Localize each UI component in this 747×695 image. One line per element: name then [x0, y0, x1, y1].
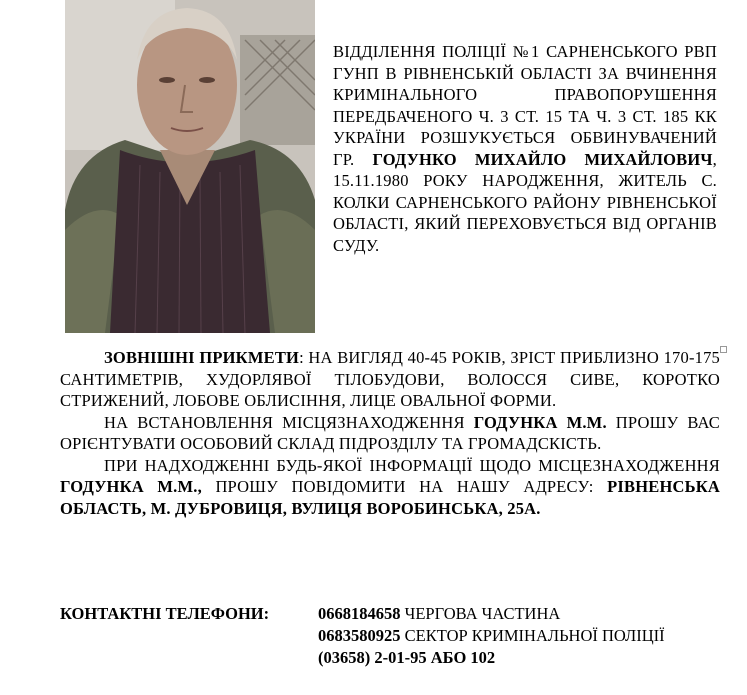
info-text-start: ПРИ НАДХОДЖЕННІ БУДЬ-ЯКОЇ ІНФОРМАЦІЇ ЩОДО МІСЦЕЗНАХОДЖЕННЯ [104, 455, 720, 475]
phone-landline: (03658) 2-01-95 АБО 102 [318, 648, 496, 667]
phone-duty-desc: ЧЕРГОВА ЧАСТИНА [400, 604, 561, 623]
contacts-label: КОНТАКТНІ ТЕЛЕФОНИ: [60, 604, 270, 623]
intro-text-end: , 15.11.1980 РОКУ НАРОДЖЕННЯ, ЖИТЕЛЬ С. КОЛКИ САРНЕНСЬКОГО РАЙОНУ РІВНЕНСЬКОЇ ОБЛАСТІ, ЯКИЙ ПЕРЕХОВУЄТЬСЯ ВІД ОРГАНІВ СУДУ. [333, 149, 717, 255]
phone-duty: 0668184658 [318, 604, 401, 623]
suspect-name: ГОДУНКО МИХАЙЛО МИХАЙЛОВИЧ [372, 149, 713, 169]
info-text-mid: ПРОШУ ПОВІДОМИТИ НА НАШУ АДРЕСУ: [201, 477, 608, 496]
info-name: ГОДУНКА М.М., [60, 477, 202, 496]
contact-line-duty [318, 603, 560, 625]
phone-criminal: 0683580925 [318, 626, 401, 645]
request-name: ГОДУНКА М.М. [473, 412, 607, 432]
features-text: : НА ВИГЛЯД 40-45 РОКІВ, ЗРІСТ ПРИБЛИЗНО 170-175 САНТИМЕТРІВ, ХУДОРЛЯВОЇ ТІЛОБУДОВИ, ВОЛОССЯ СИВЕ, КОРОТКО СТРИЖЕНИЙ, ЛОБОВЕ ОБЛИСІННЯ, ЛИЦЕ ОВАЛЬНОЇ ФОРМИ. [60, 348, 720, 410]
phone-criminal-desc: СЕКТОР КРИМІНАЛЬНОЇ ПОЛІЦІЇ [400, 626, 665, 645]
request-text-end: ПРОШУ ВАС ОРІЄНТУВАТИ ОСОБОВИЙ СКЛАД ПІДРОЗДІЛУ ТА ГРОМАДСКІСТЬ. [60, 412, 721, 453]
intro-text-start: ВІДДІЛЕННЯ ПОЛІЦІЇ №1 САРНЕНСЬКОГО РВП ГУНП В РІВНЕНСЬКІЙ ОБЛАСТІ ЗА ВЧИНЕННЯ КРИМІНАЛЬНОГО ПРАВОПОРУШЕННЯ ПЕРЕДБАЧЕНОГО Ч. 3 СТ. 15 ТА Ч. 3 СТ. 185 КК УКРАЇНИ РОЗШУКУЄТЬСЯ ОБВИНУВАЧЕНИЙ ГР. [333, 42, 717, 169]
info-paragraph [60, 455, 720, 520]
features-label: ЗОВНІШНІ ПРИКМЕТИ [104, 348, 300, 367]
intro-paragraph [333, 41, 717, 256]
request-paragraph [60, 412, 720, 455]
contact-line-criminal [318, 625, 665, 647]
address: РІВНЕНСЬКА ОБЛАСТЬ, М. ДУБРОВИЦЯ, ВУЛИЦЯ ВОРОБИНСЬКА, 25А. [60, 477, 720, 518]
features-paragraph [60, 347, 720, 412]
margin-mark [720, 346, 727, 353]
request-text-start: НА ВСТАНОВЛЕННЯ МІСЦЯЗНАХОДЖЕННЯ [104, 412, 474, 432]
description-block [60, 347, 720, 519]
suspect-photo [65, 0, 315, 333]
suspect-photo-drawing [65, 0, 315, 333]
contact-line-landline [318, 647, 495, 669]
